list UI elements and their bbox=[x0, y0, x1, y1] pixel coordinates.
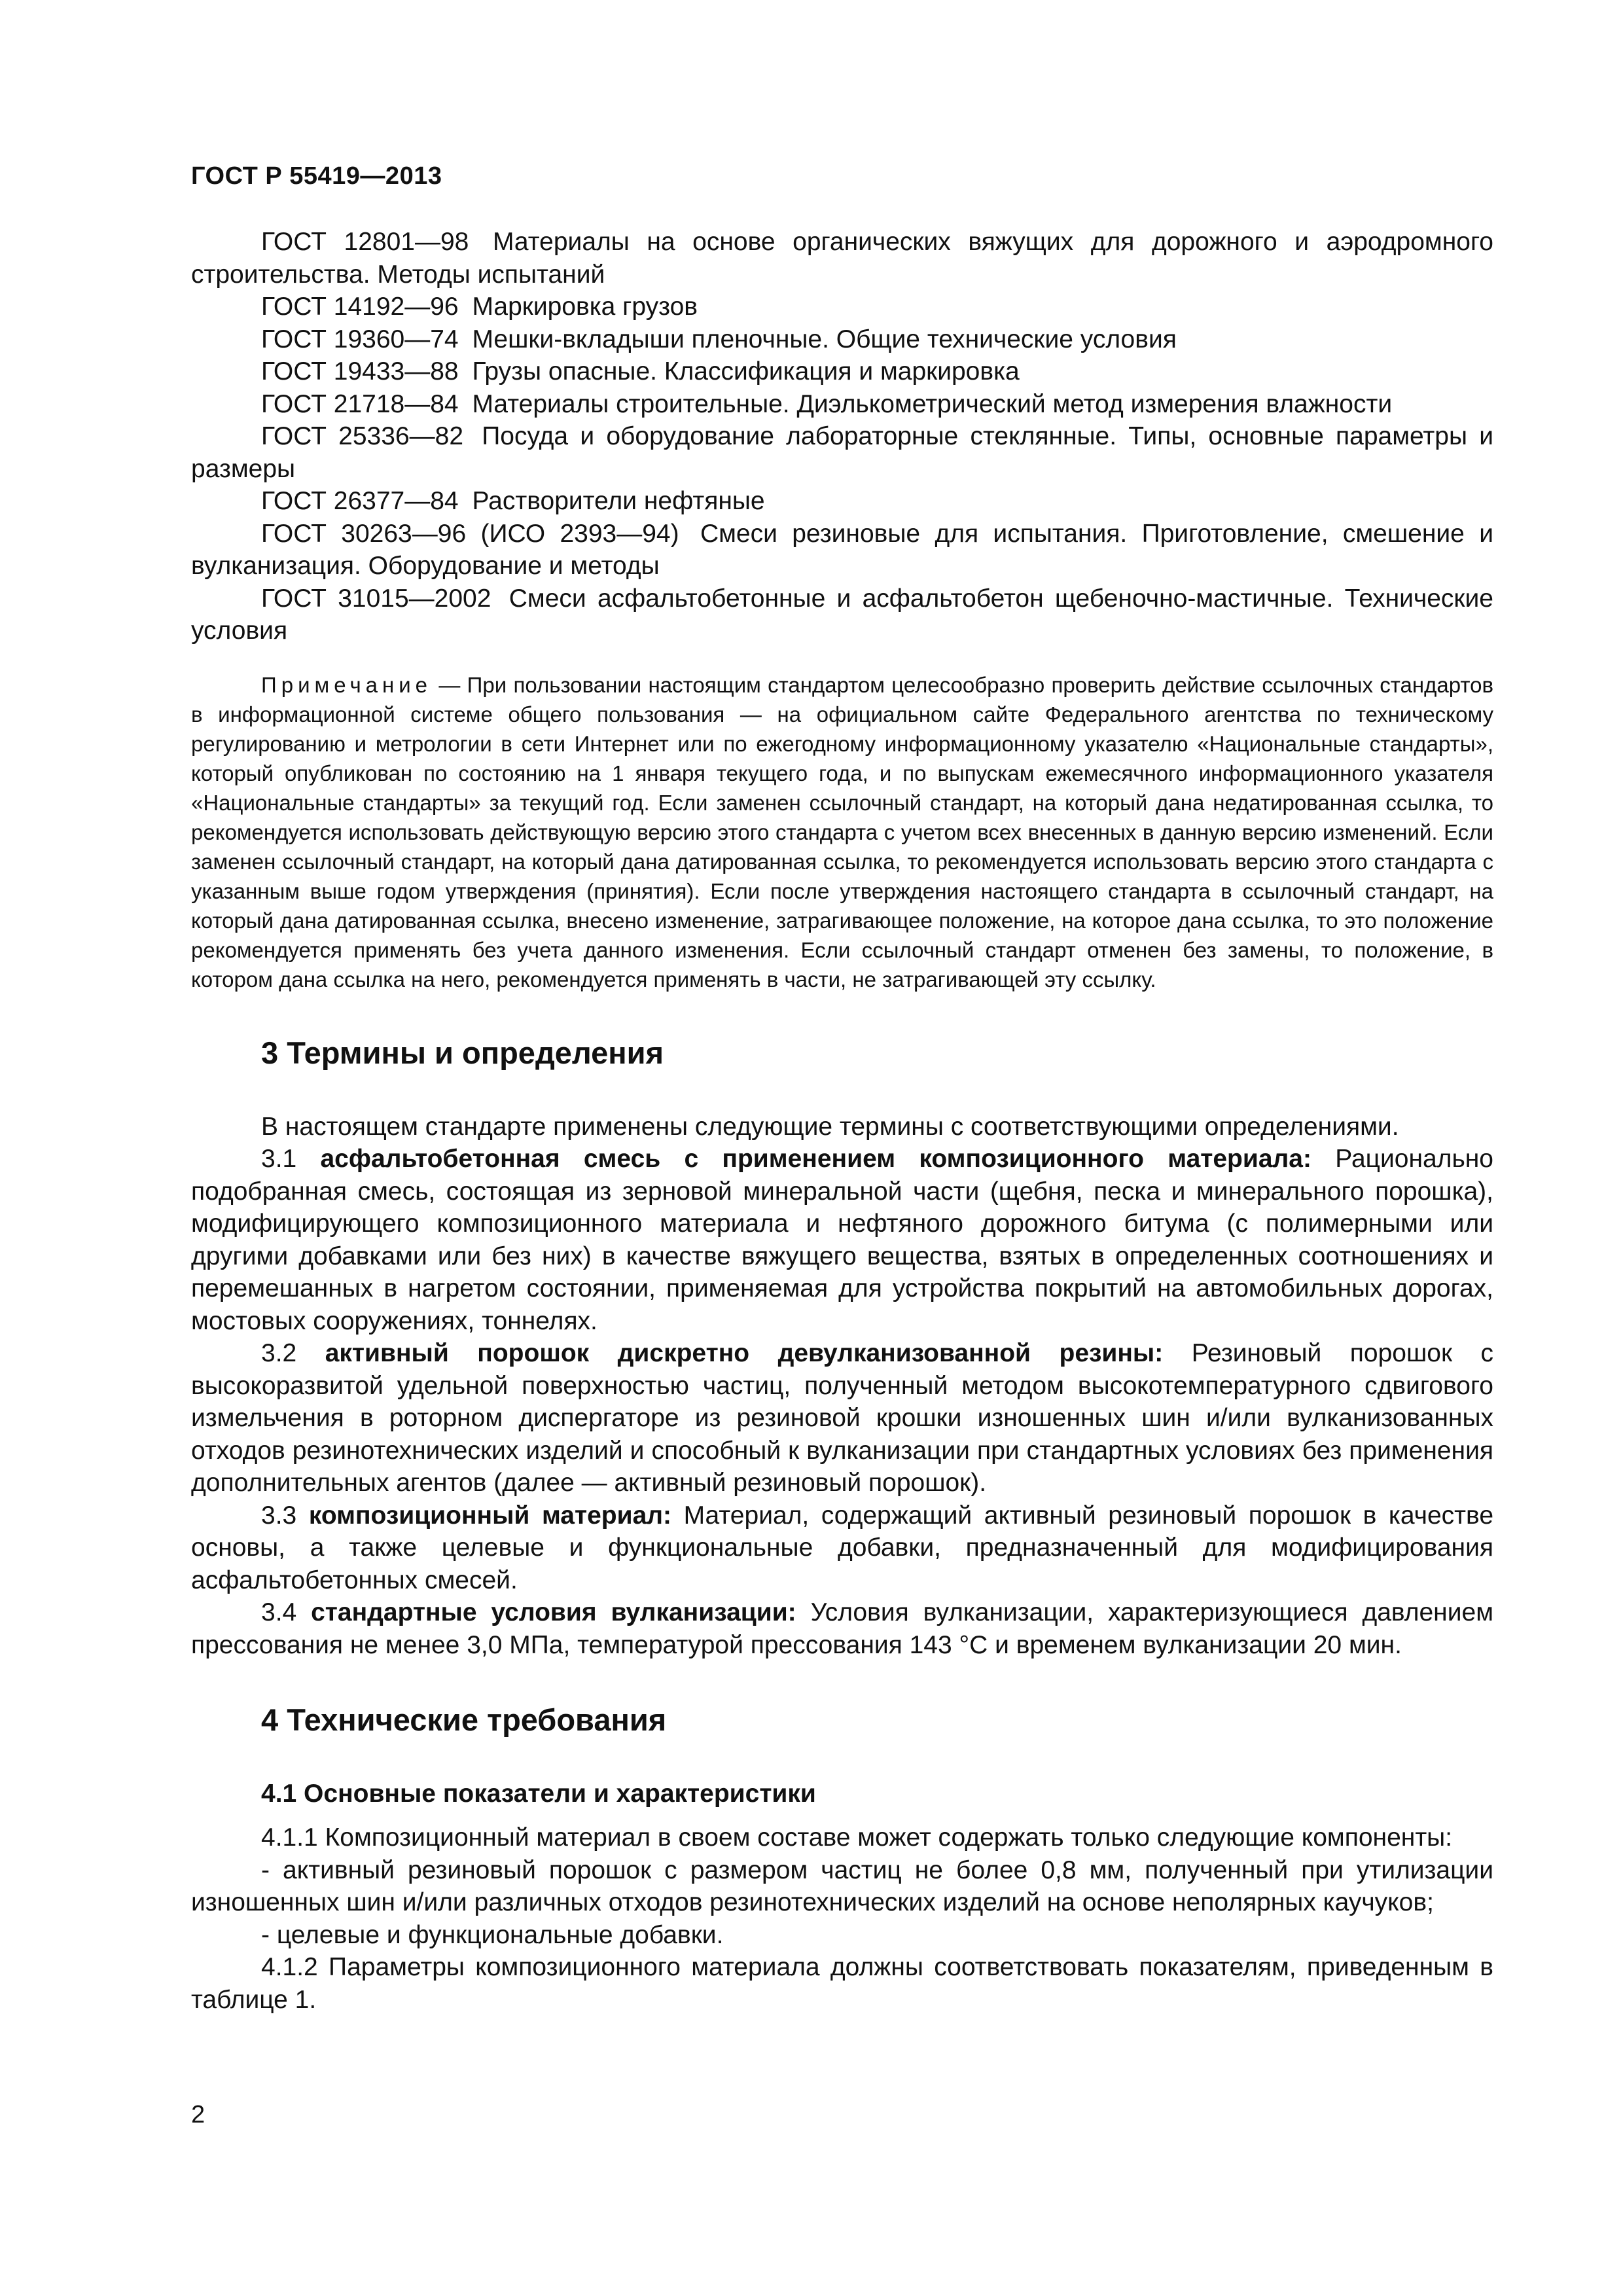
term-number: 3.1 bbox=[261, 1145, 297, 1173]
reference-title: Материалы на основе органических вяжущих для дорожного и аэродромного строительства. Методы испытаний bbox=[191, 228, 1493, 289]
term-item bbox=[191, 1499, 1493, 1597]
reference-item bbox=[191, 291, 1493, 323]
term-definition: Условия вулканизации, характеризующиеся давлением прессования не менее 3,0 МПа, температурой прессования 143 °С и временем вулканизации 20 мин. bbox=[191, 1598, 1494, 1659]
reference-item bbox=[191, 226, 1493, 291]
term-item bbox=[191, 1337, 1493, 1499]
page-number: 2 bbox=[191, 2101, 205, 2128]
term-number: 3.4 bbox=[261, 1598, 297, 1626]
document-header-code: ГОСТ Р 55419—2013 bbox=[191, 162, 442, 190]
term-definition: Рационально подобранная смесь, состоящая из зерновой минеральной части (щебня, песка и минерального порошка), модифицирующего композиционного материала и нефтяного дорожного битума (с полимерными или другими добавками или без них) в качестве вяжущего вещества, взятых в определенных соотношениях и перемешанных в нагретом состоянии, применяемая для устройства покрытий на автомобильных дорогах, мостовых сооружениях, тоннелях. bbox=[191, 1145, 1494, 1335]
term-item bbox=[191, 1143, 1493, 1337]
section-4-paragraph: - целевые и функциональные добавки. bbox=[261, 1920, 724, 1949]
reference-title: Маркировка грузов bbox=[472, 293, 698, 321]
reference-code: ГОСТ 19360—74 bbox=[261, 325, 459, 353]
section-3-heading: 3 Термины и определения bbox=[261, 1035, 664, 1070]
reference-item bbox=[191, 355, 1493, 388]
reference-title: Грузы опасные. Классификация и маркировка bbox=[472, 357, 1020, 386]
reference-item bbox=[191, 518, 1493, 583]
reference-code: ГОСТ 31015—2002 bbox=[261, 584, 491, 613]
reference-item bbox=[191, 323, 1493, 356]
reference-code: ГОСТ 12801—98 bbox=[261, 228, 469, 256]
reference-item bbox=[191, 388, 1493, 421]
reference-code: ГОСТ 26377—84 bbox=[261, 487, 459, 515]
term-name: стандартные условия вулканизации: bbox=[311, 1598, 796, 1626]
reference-code: ГОСТ 21718—84 bbox=[261, 389, 459, 418]
term-name: композиционный материал: bbox=[308, 1501, 672, 1530]
note-paragraph bbox=[191, 670, 1493, 994]
term-definition: Материал, содержащий активный резиновый порошок в качестве основы, а также целевые и функциональные добавки, предназначенный для модифицирования асфальтобетонных смесей. bbox=[191, 1501, 1494, 1594]
reference-item bbox=[191, 485, 1493, 518]
reference-code: ГОСТ 14192—96 bbox=[261, 293, 459, 321]
note-label: Примечание bbox=[261, 672, 433, 697]
section-4-paragraph: - активный резиновый порошок с размером частиц не более 0,8 мм, полученный при утилизации изношенных шин и/или различных отходов резинотехнических изделий на основе неполярных каучуков; bbox=[191, 1856, 1493, 1916]
reference-title: Смеси асфальтобетонные и асфальтобетон щебеночно-мастичные. Технические условия bbox=[191, 584, 1493, 645]
document-body bbox=[191, 226, 1493, 2016]
note-text: — При пользовании настоящим стандартом целесообразно проверить действие ссылочных стандартов в информационной системе общего пользования — на официальном сайте Федерального агентства по техническому регулированию и метрологии в сети Интернет или по ежегодному информационному указателю «Национальные стандарты», который опубликован по состоянию на 1 января текущего года, и по выпускам ежемесячного информационного указателя «Национальные стандарты» за текущий год. Если заменен ссылочный стандарт, на который дана недатированная ссылка, то рекомендуется использовать действующую версию этого стандарта с учетом всех внесенных в данную версию изменений. Если заменен ссылочный стандарт, на который дана датированная ссылка, то рекомендуется использовать версию этого стандарта с указанным выше годом утверждения (принятия). Если после утверждения настоящего стандарта в ссылочный стандарт, на который дана датированная ссылка, внесено изменение, затрагивающее положение, на которое дана ссылка, то это положение рекомендуется применять без учета данного изменения. Если ссылочный стандарт отменен без замены, то положение, в котором дана ссылка на него, рекомендуется применять в части, не затрагивающей эту ссылку. bbox=[191, 672, 1493, 992]
term-name: активный порошок дискретно девулканизованной резины: bbox=[325, 1339, 1164, 1367]
references-list bbox=[191, 226, 1493, 647]
section-4-paragraph: 4.1.1 Композиционный материал в своем составе может содержать только следующие компоненты: bbox=[261, 1823, 1453, 1852]
reference-title: Посуда и оборудование лабораторные стеклянные. Типы, основные параметры и размеры bbox=[191, 422, 1494, 483]
reference-title: Растворители нефтяные bbox=[472, 487, 765, 515]
term-definition: Резиновый порошок с высокоразвитой удельной поверхностью частиц, полученный методом высокотемпературного сдвигового измельчения в роторном диспергаторе из резиновой крошки изношенных шин и/или вулканизованных отходов резинотехнических изделий и способный к вулканизации при стандартных условиях без применения дополнительных агентов (далее — активный резиновый порошок). bbox=[191, 1339, 1494, 1497]
term-number: 3.3 bbox=[261, 1501, 297, 1530]
reference-item bbox=[191, 420, 1493, 485]
reference-title: Мешки-вкладыши пленочные. Общие технические условия bbox=[472, 325, 1177, 353]
section-4-paragraph: 4.1.2 Параметры композиционного материала должны соответствовать показателям, приведенным в таблице 1. bbox=[191, 1953, 1493, 2014]
reference-item bbox=[191, 583, 1493, 647]
term-number: 3.2 bbox=[261, 1339, 297, 1367]
reference-title: Материалы строительные. Диэлькометрический метод измерения влажности bbox=[472, 389, 1393, 418]
reference-code: ГОСТ 19433—88 bbox=[261, 357, 459, 386]
section-4-heading: 4 Технические требования bbox=[261, 1702, 667, 1737]
section-4-1-heading: 4.1 Основные показатели и характеристики bbox=[261, 1780, 816, 1808]
reference-code: ГОСТ 30263—96 (ИСО 2393—94) bbox=[261, 519, 679, 548]
reference-code: ГОСТ 25336—82 bbox=[261, 422, 464, 450]
term-item bbox=[191, 1596, 1493, 1661]
section-3-intro: В настоящем стандарте применены следующие термины с соответствующими определениями. bbox=[261, 1112, 1399, 1141]
term-name: асфальтобетонная смесь с применением композиционного материала: bbox=[320, 1145, 1311, 1173]
reference-title: Смеси резиновые для испытания. Приготовление, смешение и вулканизация. Оборудование и методы bbox=[191, 519, 1493, 580]
